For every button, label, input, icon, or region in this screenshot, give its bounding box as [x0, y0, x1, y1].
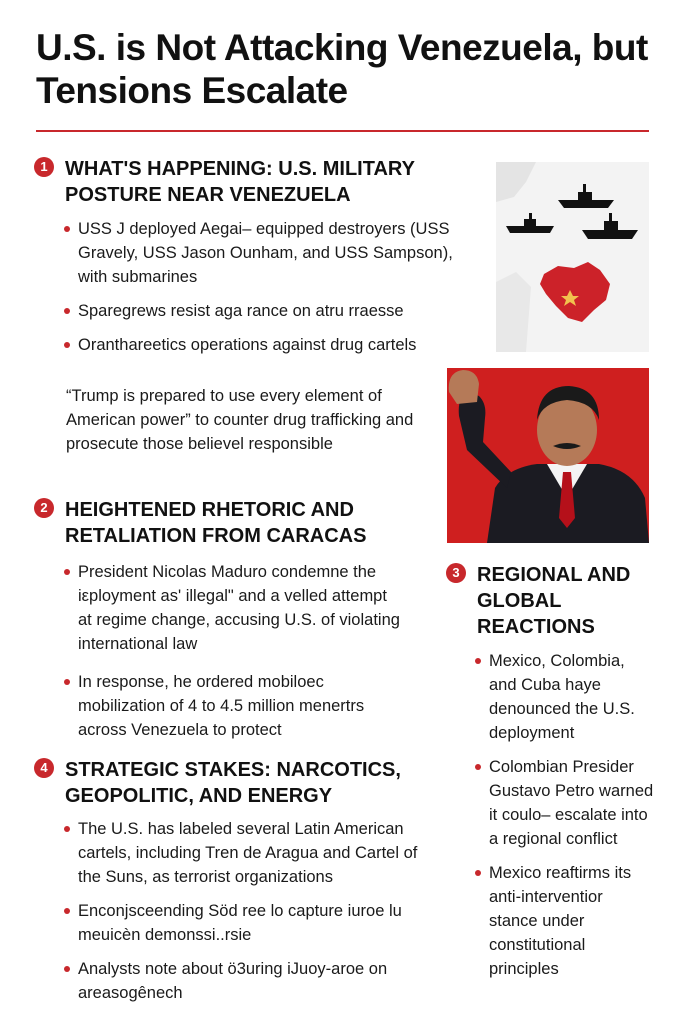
title-divider — [36, 130, 649, 132]
section-2-header — [34, 497, 454, 549]
ships-map-graphic — [496, 162, 649, 352]
list-item: Sparegrews resist aga rance on atru rraesse — [64, 299, 459, 323]
page-title: U.S. is Not Attacking Venezuela, but Tensions Escalate — [36, 27, 648, 111]
ships-map-image — [496, 162, 649, 352]
list-item: Enconjsceending Söd ree lo capture iuroe lu meuicèn demonssi..rsie — [64, 899, 444, 947]
warship-icon — [582, 213, 638, 239]
section-1-title: WHAT'S HAPPENING: U.S. MILITARY POSTURE NEAR VENEZUELA — [65, 158, 415, 206]
section-3-bullets — [475, 649, 655, 981]
section-1-bullets — [64, 217, 459, 357]
venezuela-map-shape — [540, 262, 610, 322]
section-1-number-badge: 1 — [34, 157, 54, 177]
list-item: Colombian Presider Gustavo Petro warned it coulo– escalate into a regional conflict — [475, 755, 655, 851]
section-2-bullets — [64, 560, 404, 742]
section-4-title: STRATEGIC STAKES: NARCOTICS, GEOPOLITIC, AND ENERGY — [65, 759, 401, 807]
maduro-photo-graphic — [447, 368, 649, 543]
list-item: Oranthareetics operations against drug cartels — [64, 333, 459, 357]
list-item: Analysts note about ö3uring iJuoy-aroe on areasogênech — [64, 957, 444, 1005]
section-4-bullets — [64, 817, 444, 1005]
section-3-number-badge: 3 — [446, 563, 466, 583]
list-item: USS J deployed Aegai– equipped destroyers (USS Gravely, USS Jason Ounham, and USS Sampson), with submarines — [64, 217, 459, 289]
section-4-number-badge: 4 — [34, 758, 54, 778]
warship-icon — [506, 213, 554, 233]
list-item: In response, he ordered mobiloec mobilization of 4 to 4.5 million menertrs across Venezuela to protect — [64, 670, 404, 742]
list-item: Mexico reaftirms its anti-interventior stance under constitutional principles — [475, 861, 655, 981]
section-1-header — [34, 156, 464, 208]
list-item: Mexico, Colombia, and Cuba haye denounced the U.S. deployment — [475, 649, 655, 745]
warship-icon — [558, 184, 614, 208]
section-2-number-badge: 2 — [34, 498, 54, 518]
list-item: President Nicolas Maduro condemne the iεployment as' illegal" and a velled attempt at regime change, accusing U.S. of violating international law — [64, 560, 404, 656]
list-item: The U.S. has labeled several Latin American cartels, including Tren de Aragua and Cartel of the Suns, as terrorist organizations — [64, 817, 444, 889]
section-2-title: HEIGHTENED RHETORIC AND RETALIATION FROM CARACAS — [65, 499, 367, 547]
section-3-title: REGIONAL AND GLOBAL REACTIONS — [477, 564, 631, 638]
section-1-quote: “Trump is prepared to use every element of American power” to counter drug trafficking and prosecute those believel responsible — [66, 387, 414, 453]
section-4-header — [34, 757, 474, 809]
section-3-header — [446, 562, 656, 640]
maduro-photo — [447, 368, 649, 543]
